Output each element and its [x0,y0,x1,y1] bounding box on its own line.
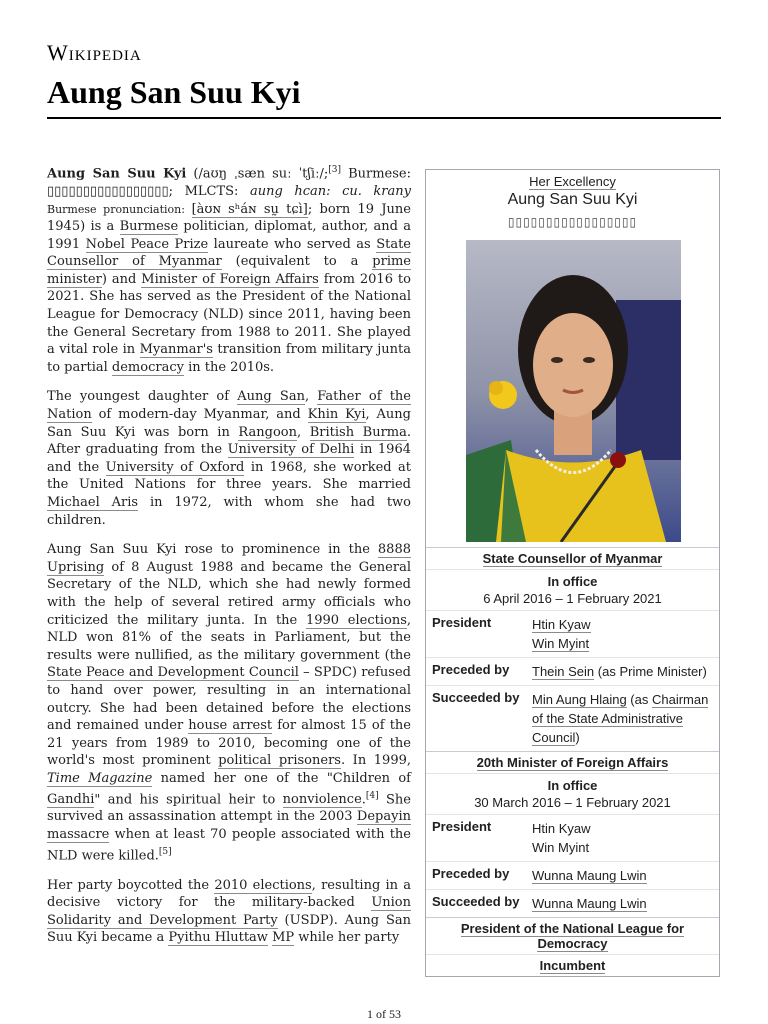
office-dates: 6 April 2016 – 1 February 2021 [483,591,662,606]
link-2010-elections[interactable]: 2010 elections [214,877,312,893]
preceded-row: Preceded by Thein Sein (as Prime Minister) [426,657,719,685]
infobox-native-name: ▯▯▯▯▯▯▯▯▯▯▯▯▯▯▯▯▯ [507,215,638,229]
office2-president-2[interactable]: Win Myint [532,840,590,855]
ref-5[interactable]: [5] [158,846,172,857]
office-state-counsellor [426,547,719,976]
link-myanmar[interactable]: Myanmar's [139,342,213,358]
office3-status: Incumbent [426,954,719,976]
paragraph-1: Aung San Suu Kyi (/aʊŋ ˌsæn suː ˈtʃiː/;[3] Burmese: ▯▯▯▯▯▯▯▯▯▯▯▯▯▯▯▯▯; MLCTS: aung hcan: cu. krany Burmese pronunciation: [àʊɴ sʰáɴ sṵ tɕì]; born 19 June 1945) is a Burmese politician, diplomat, author, and a 1991 Nobel Peace Prize laureate who served as State Counsellor of Myanmar (equivalent to a prime minister) and Minister of Foreign Affairs from 2016 to 2021. She has served as the President of the National League for Democracy (NLD) since 2011, having been the General Secretary from 1988 to 2011. She played a vital role in Myanmar's transition from military junta to partial democracy in the 2010s. [47,165,411,375]
link-state-counsellor[interactable]: State Counsellor of Myanmar [47,236,411,270]
link-depayin-massacre[interactable]: Depayin massacre [47,809,411,843]
article-body [47,162,411,959]
link-democracy[interactable]: democracy [111,359,184,375]
link-burmese[interactable]: Burmese [119,219,179,235]
link-university-of-delhi[interactable]: University of Delhi [227,442,355,458]
link-mp[interactable]: MP [272,930,295,946]
office2-succeeded-row: Succeeded by Wunna Maung Lwin [426,889,719,917]
office2-president-1[interactable]: Htin Kyaw [532,821,591,836]
pronunciation-link[interactable]: [àʊɴ sʰáɴ sṵ tɕì] [191,201,308,217]
link-thein-sein[interactable]: Thein Sein [532,664,595,679]
link-gandhi[interactable]: Gandhi [47,791,95,807]
link-min-aung-hlaing[interactable]: Min Aung Hlaing [532,692,627,707]
link-father-of-nation[interactable]: Father of the Nation [47,389,411,423]
link-nobel-peace-prize[interactable]: Nobel Peace Prize [85,236,209,252]
link-usdp[interactable]: Union Solidarity and Development Party [47,895,411,928]
link-foreign-affairs[interactable]: Minister of Foreign Affairs [141,271,319,287]
link-wunna-maung-lwin[interactable]: Wunna Maung Lwin [532,868,647,883]
link-political-prisoners[interactable]: political prisoners [218,753,341,769]
link-time-magazine[interactable]: Time Magazine [47,770,153,786]
succeeded-row: Succeeded by Min Aung Hlaing (as Chairman of the State Administrative Council) [426,685,719,751]
paragraph-3: Aung San Suu Kyi rose to prominence in the 8888 Uprising of 8 August 1988 and became the General Secretary of the NLD, which she had newly formed with the help of several retired army officials who criticized the military junta. In the 1990 elections, NLD won 81% of the seats in Parliament, but the results were nullified, as the military government (the State Peace and Development Council – SPDC) refused to hand over power, resulting in an international outcry. She had been detained before the elections and remained under house arrest for almost 15 of the 21 years from 1989 to 2010, becoming one of the world's most prominent political prisoners. In 1999, Time Magazine named her one of the "Children of Gandhi" and his spiritual heir to nonviolence.[4] She survived an assassination attempt in the 2003 Depayin massacre when at least 70 people associated with the NLD were killed.[5] [47,542,412,863]
page-title: Aung San Suu Kyi [47,74,301,110]
title-rule [47,117,721,119]
link-pyithu-hluttaw[interactable]: Pyithu Hluttaw [168,930,268,946]
office2-status: In office [426,773,719,793]
infobox [425,169,720,977]
link-win-myint[interactable]: Win Myint [532,636,590,651]
link-house-arrest[interactable]: house arrest [188,718,273,734]
burmese-script: ▯▯▯▯▯▯▯▯▯▯▯▯▯▯▯▯▯ [47,183,169,199]
office-status: In office [426,569,719,589]
link-8888-uprising[interactable]: 8888 Uprising [47,542,411,575]
ref-3[interactable]: [3] [328,165,341,175]
link-wunna-maung-lwin-2[interactable]: Wunna Maung Lwin [532,896,647,911]
link-aung-san[interactable]: Aung San [237,389,305,405]
office2-preceded-row: Preceded by Wunna Maung Lwin [426,861,719,889]
page-number: 1 of 53 [367,1007,401,1021]
infobox-name: Aung San Suu Kyi [507,191,638,208]
link-rangoon[interactable]: Rangoon [238,424,297,440]
subject-name: Aung San Suu Kyi [47,166,187,182]
link-prime-minister[interactable]: prime minister [47,254,411,287]
link-british-burma[interactable]: British Burma [309,424,407,440]
president-row: President Htin Kyaw Win Myint [426,610,719,657]
ipa-text: /aʊŋ ˌsæn suː ˈtʃiː/; [198,166,329,182]
link-sac-chairman[interactable]: Chairman of the State Administrative Council [532,692,709,745]
infobox-honorific: Her Excellency [529,174,616,189]
paragraph-4: Her party boycotted the 2010 elections, resulting in a decisive victory for the military-backed Union Solidarity and Development Party (USDP). Aung San Suu Kyi became a Pyithu Hluttaw MP while her party [47,877,411,946]
office-title: State Counsellor of Myanmar [426,547,719,569]
link-htin-kyaw[interactable]: Htin Kyaw [532,617,591,632]
mlcts-text: aung hcan: cu. krany [249,183,411,199]
office3-title: President of the National League for Democracy [426,917,719,954]
link-1990-elections[interactable]: 1990 elections [305,612,407,628]
link-khin-kyi[interactable]: Khin Kyi [307,407,366,423]
wikipedia-wordmark: Wikipedia [47,40,142,65]
office2-dates: 30 March 2016 – 1 February 2021 [474,795,671,810]
link-nonviolence[interactable]: nonviolence [282,791,362,807]
ref-4[interactable]: [4] [365,790,379,801]
link-university-of-oxford[interactable]: University of Oxford [105,459,245,475]
link-spdc[interactable]: State Peace and Development Council [47,665,299,681]
portrait-photo[interactable] [466,240,681,542]
office2-title: 20th Minister of Foreign Affairs [426,751,719,773]
link-michael-aris[interactable]: Michael Aris [47,495,139,511]
paragraph-2: The youngest daughter of Aung San, Father of the Nation of modern-day Myanmar, and Khin Kyi, Aung San Suu Kyi was born in Rangoon, British Burma. After graduating from the University of Delhi in 1964 and the University of Oxford in 1968, she worked at the United Nations for three years. She married Michael Aris in 1972, with whom she had two children. [47,389,412,528]
office2-president-row: President Htin Kyaw Win Myint [426,814,719,861]
